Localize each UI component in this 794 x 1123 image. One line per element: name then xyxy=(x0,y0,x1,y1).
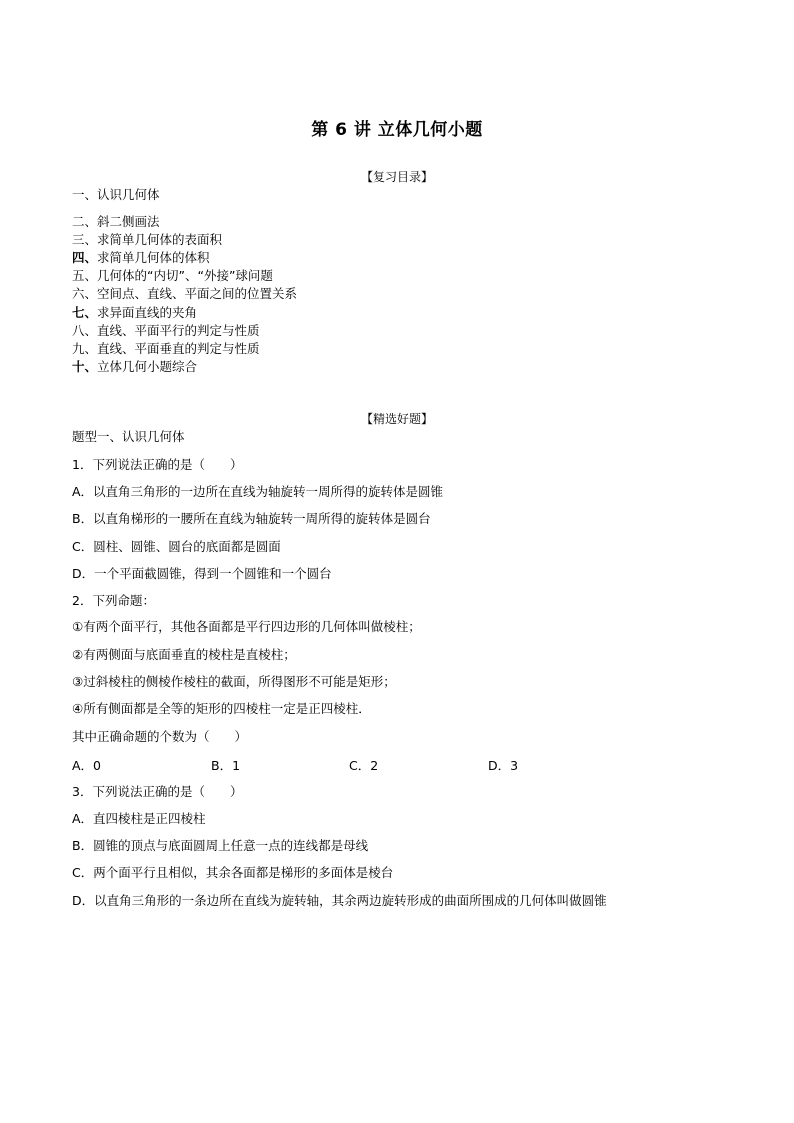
q1-option-d: D．一个平面截圆锥，得到一个圆锥和一个圆台 xyxy=(72,566,332,581)
toc-item: 七、求异面直线的夹角 xyxy=(72,304,198,320)
toc-item: 五、几何体的“内切”、“外接”球问题 xyxy=(72,268,273,284)
toc-item: 四、求简单几何体的体积 xyxy=(72,250,210,266)
q2-option-a: A．0 xyxy=(72,758,102,773)
q2-proposition-1: ①有两个面平行，其他各面都是平行四边形的几何体叫做棱柱； xyxy=(72,619,421,634)
toc-item: 九、直线、平面垂直的判定与性质 xyxy=(72,340,260,356)
toc-item: 二、斜二侧画法 xyxy=(72,214,160,230)
page-title: 第 6 讲 立体几何小题 xyxy=(311,120,483,140)
q1-option-b: B．以直角梯形的一腰所在直线为轴旋转一周所得的旋转体是圆台 xyxy=(72,511,431,526)
q3-option-a: A．直四棱柱是正四棱柱 xyxy=(72,811,206,826)
question-type-heading: 题型一、认识几何体 xyxy=(72,429,185,444)
toc-item: 三、求简单几何体的表面积 xyxy=(72,232,223,248)
q2-options xyxy=(72,756,632,774)
picked-heading: 【精选好题】 xyxy=(360,412,433,426)
q3-stem: 3．下列说法正确的是（ ） xyxy=(72,784,243,799)
q3-option-c: C．两个面平行且相似，其余各面都是梯形的多面体是棱台 xyxy=(72,865,394,880)
q1-option-a: A．以直角三角形的一边所在直线为轴旋转一周所得的旋转体是圆锥 xyxy=(72,484,444,499)
q3-option-b: B．圆锥的顶点与底面圆周上任意一点的连线都是母线 xyxy=(72,838,369,853)
q1-stem: 1．下列说法正确的是（ ） xyxy=(72,457,243,472)
toc-item: 六、空间点、直线、平面之间的位置关系 xyxy=(72,286,298,302)
q1-option-c: C．圆柱、圆锥、圆台的底面都是圆面 xyxy=(72,539,281,554)
q2-stem: 2．下列命题： xyxy=(72,593,155,608)
toc-item: 十、立体几何小题综合 xyxy=(72,358,198,374)
q2-option-c: C．2 xyxy=(349,758,379,773)
q2-option-b: B．1 xyxy=(211,758,241,773)
review-heading: 【复习目录】 xyxy=(360,170,433,184)
q2-option-d: D．3 xyxy=(488,758,519,773)
q3-option-d: D．以直角三角形的一条边所在直线为旋转轴，其余两边旋转形成的曲面所围成的几何体叫做圆锥 xyxy=(72,893,607,908)
table-of-contents xyxy=(72,186,297,376)
q2-proposition-4: ④所有侧面都是全等的矩形的四棱柱一定是正四棱柱． xyxy=(72,701,371,716)
toc-item: 一、认识几何体 xyxy=(72,187,160,202)
q2-question: 其中正确命题的个数为（ ） xyxy=(72,729,248,744)
q2-proposition-2: ②有两侧面与底面垂直的棱柱是直棱柱； xyxy=(72,647,296,662)
toc-item: 八、直线、平面平行的判定与性质 xyxy=(72,322,260,338)
q2-proposition-3: ③过斜棱柱的侧棱作棱柱的截面，所得图形不可能是矩形； xyxy=(72,674,396,689)
